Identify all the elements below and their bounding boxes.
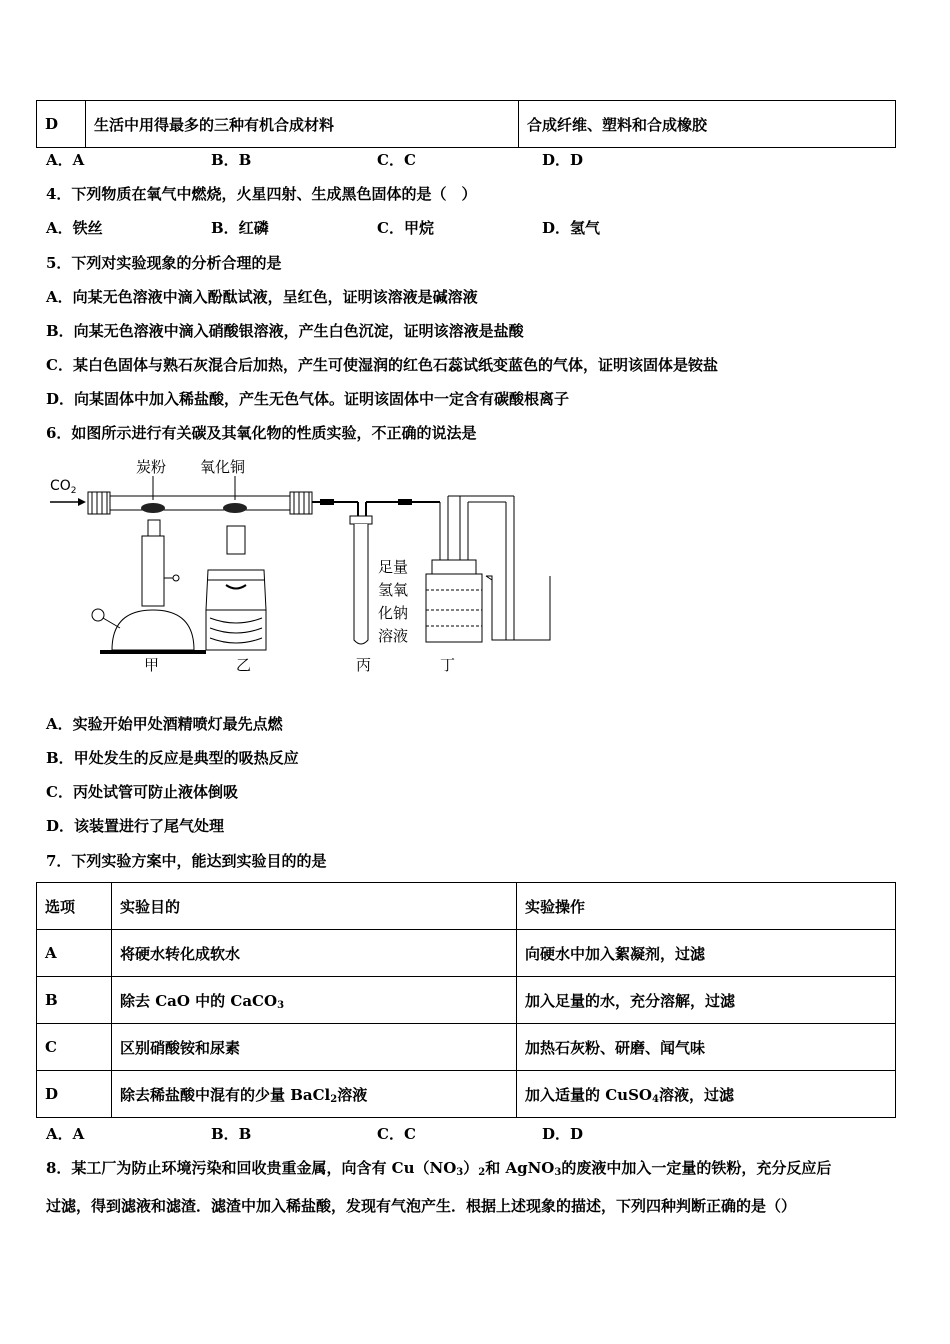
station-label-bing: 丙 [356,656,372,674]
table-row [37,1024,896,1071]
test-tube-bing [350,499,430,645]
q3-choice-b[interactable]: B．B [211,151,252,169]
gas-bottle-ding [426,496,514,642]
copper-oxide-label: 氧化铜 [200,458,246,476]
q4-choice-c[interactable]: C．甲烷 [377,219,434,237]
station-label-yi: 乙 [236,656,252,674]
row-a-operation: 向硬水中加入絮凝剂，过滤 [517,930,896,977]
row-d-operation: 加入适量的 CuSO$_4$溶液，过滤 [517,1071,896,1118]
reagent-line-1: 足量 [378,558,409,576]
q3-choice-c[interactable]: C．C [377,151,416,169]
copper-oxide [223,503,247,513]
q5-choice-d[interactable]: D．向某固体中加入稀盐酸，产生无色气体。证明该固体中一定含有碳酸根离子 [46,390,570,408]
burner-jia [92,520,206,654]
header-option: 选项 [37,883,112,930]
q4-choice-d[interactable]: D．氢气 [542,219,601,237]
q7-table [36,882,896,1118]
q7-choice-a[interactable]: A．A [46,1125,85,1143]
q5-choice-a[interactable]: A．向某无色溶液中滴入酚酞试液，呈红色，证明该溶液是碱溶液 [46,288,478,306]
combustion-tube [110,496,290,510]
reagent-line-4: 溶液 [378,627,409,645]
q4-choice-a[interactable]: A．铁丝 [46,219,103,237]
header-purpose: 实验目的 [112,883,517,930]
station-label-ding: 丁 [440,656,456,674]
table-row [37,977,896,1024]
q7-choice-c[interactable]: C．C [377,1125,416,1143]
row-b-purpose: 除去 CaO 中的 CaCO$_3$ [112,977,517,1024]
station-label-jia: 甲 [144,656,160,674]
top-table [36,100,896,148]
row-d-option: D [37,1071,112,1118]
question-8-line-1: 8．某工厂为防止环境污染和回收贵重金属，向含有 $Cu(NO_3)_2$和 AgNO$_3$的废液中加入一定量的铁粉，充分反应后 [46,1159,832,1178]
q5-choice-c[interactable]: C．某白色固体与熟石灰混合后加热，产生可使湿润的红色石蕊试纸变蓝色的气体，证明该固体是铵盐 [46,356,718,374]
table-row [37,1071,896,1118]
q3-choice-a[interactable]: A．A [46,151,85,169]
option-cell: D [37,101,86,148]
q6-choice-a[interactable]: A．实验开始甲处酒精喷灯最先点燃 [46,715,283,733]
q6-choice-d[interactable]: D．该装置进行了尾气处理 [46,817,225,835]
carbon-powder [141,503,165,513]
q6-choice-c[interactable]: C．丙处试管可防止液体倒吸 [46,783,238,801]
q7-choice-b[interactable]: B．B [211,1125,252,1143]
row-d-purpose: 除去稀盐酸中混有的少量 BaCl$_2$溶液 [112,1071,517,1118]
question-4-stem: 4．下列物质在氧气中燃烧，火星四射、生成黑色固体的是（ ） [46,185,477,203]
q4-choice-b[interactable]: B．红磷 [211,219,269,237]
experiment-diagram [40,450,570,685]
row-b-operation: 加入足量的水，充分溶解，过滤 [517,977,896,1024]
co2-label: $CO_2$ [50,478,77,496]
reagent-line-2: 氢氧 [378,581,409,599]
table-row [37,101,896,148]
q3-choice-d[interactable]: D．D [542,151,584,169]
question-6-stem: 6．如图所示进行有关碳及其氧化物的性质实验，不正确的说法是 [46,424,477,442]
row-a-purpose: 将硬水转化成软水 [112,930,517,977]
row-b-option: B [37,977,112,1024]
beaker [486,576,550,640]
row-c-operation: 加热石灰粉、研磨、闻气味 [517,1024,896,1071]
q7-choice-d[interactable]: D．D [542,1125,584,1143]
table-header-row [37,883,896,930]
question-5-stem: 5．下列对实验现象的分析合理的是 [46,254,282,272]
reagent-line-3: 化钠 [378,604,409,622]
purpose-cell: 生活中用得最多的三种有机合成材料 [86,101,519,148]
question-7-stem: 7．下列实验方案中，能达到实验目的的是 [46,852,327,870]
q6-choice-b[interactable]: B．甲处发生的反应是典型的吸热反应 [46,749,299,767]
row-a-option: A [37,930,112,977]
table-row [37,930,896,977]
q5-choice-b[interactable]: B．向某无色溶液中滴入硝酸银溶液，产生白色沉淀，证明该溶液是盐酸 [46,322,524,340]
carbon-powder-label: 炭粉 [136,458,167,476]
question-8-line-2: 过滤，得到滤液和滤渣．滤渣中加入稀盐酸，发现有气泡产生．根据上述现象的描述，下列四种判断正确的是（） [46,1197,797,1215]
row-c-purpose: 区别硝酸铵和尿素 [112,1024,517,1071]
row-c-option: C [37,1024,112,1071]
answer-cell: 合成纤维、塑料和合成橡胶 [519,101,896,148]
header-operation: 实验操作 [517,883,896,930]
alcohol-lamp-yi [206,526,266,650]
